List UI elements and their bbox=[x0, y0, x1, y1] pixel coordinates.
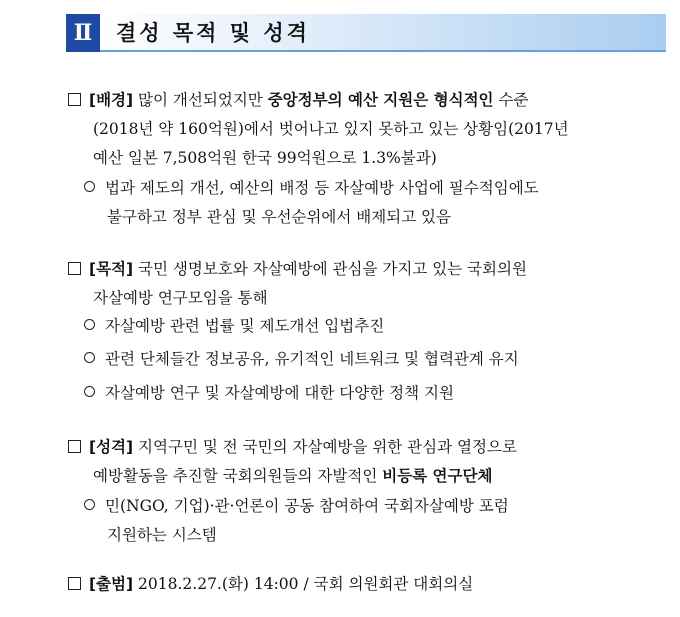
bullet-circle-icon bbox=[84, 499, 95, 510]
purpose-section bbox=[68, 255, 658, 313]
purpose-item-3: 자살예방 연구 및 자살예방에 대한 다양한 정책 지원 bbox=[84, 379, 664, 408]
purpose-item-1: 자살예방 관련 법률 및 제도개선 입법추진 bbox=[84, 312, 664, 341]
purpose-line-1: [목적] 국민 생명보호와 자살예방에 관심을 가지고 있는 국회의원 bbox=[68, 255, 658, 284]
nature-label: [성격] bbox=[89, 438, 134, 456]
launch-label: [출범] bbox=[89, 575, 134, 593]
bullet-circle-icon bbox=[84, 319, 95, 330]
bullet-circle-icon bbox=[84, 386, 95, 397]
checkbox-square-icon bbox=[68, 93, 81, 106]
checkbox-square-icon bbox=[68, 262, 81, 275]
background-section bbox=[68, 86, 658, 173]
checkbox-square-icon bbox=[68, 440, 81, 453]
section-header bbox=[66, 14, 666, 52]
bullet-circle-icon bbox=[84, 352, 95, 363]
background-line-1: [배경] 많이 개선되었지만 중앙정부의 예산 지원은 형식적인 수준 bbox=[68, 86, 658, 115]
purpose-item-2: 관련 단체들간 정보공유, 유기적인 네트워크 및 협력관계 유지 bbox=[84, 345, 664, 374]
background-label: [배경] bbox=[89, 91, 134, 109]
nature-line-2: 예방활동을 추진할 국회의원들의 자발적인 비등록 연구단체 bbox=[93, 467, 493, 485]
section-numeral: Ⅱ bbox=[66, 14, 100, 52]
nature-section bbox=[68, 433, 658, 491]
checkbox-square-icon bbox=[68, 577, 81, 590]
section-title: 결성 목적 및 성격 bbox=[116, 21, 310, 45]
purpose-line-2: 자살예방 연구모임을 통해 bbox=[93, 289, 268, 307]
background-line-2: (2018년 약 160억원)에서 벗어나고 있지 못하고 있는 상황임(2017년 bbox=[93, 120, 569, 138]
launch-line: [출범] 2018.2.27.(화) 14:00 / 국회 의원회관 대회의실 bbox=[68, 570, 658, 599]
purpose-label: [목적] bbox=[89, 260, 134, 278]
section-title-bar bbox=[100, 14, 666, 52]
background-emphasis: 중앙정부의 예산 지원은 형식적인 bbox=[267, 91, 494, 109]
nature-line-1: [성격] 지역구민 및 전 국민의 자살예방을 위한 관심과 열정으로 bbox=[68, 433, 658, 462]
nature-emphasis: 비등록 연구단체 bbox=[382, 467, 493, 485]
background-line-3: 예산 일본 7,508억원 한국 99억원으로 1.3%불과) bbox=[93, 149, 437, 167]
bullet-circle-icon bbox=[84, 181, 95, 192]
background-sub-item: 법과 제도의 개선, 예산의 배정 등 자살예방 사업에 필수적임에도 불구하고 정부 관심 및 우선순위에서 배제되고 있음 bbox=[84, 174, 664, 232]
launch-section bbox=[68, 570, 658, 599]
nature-sub-item: 민(NGO, 기업)·관·언론이 공동 참여하여 국회자살예방 포럼 지원하는 시스템 bbox=[84, 492, 664, 550]
